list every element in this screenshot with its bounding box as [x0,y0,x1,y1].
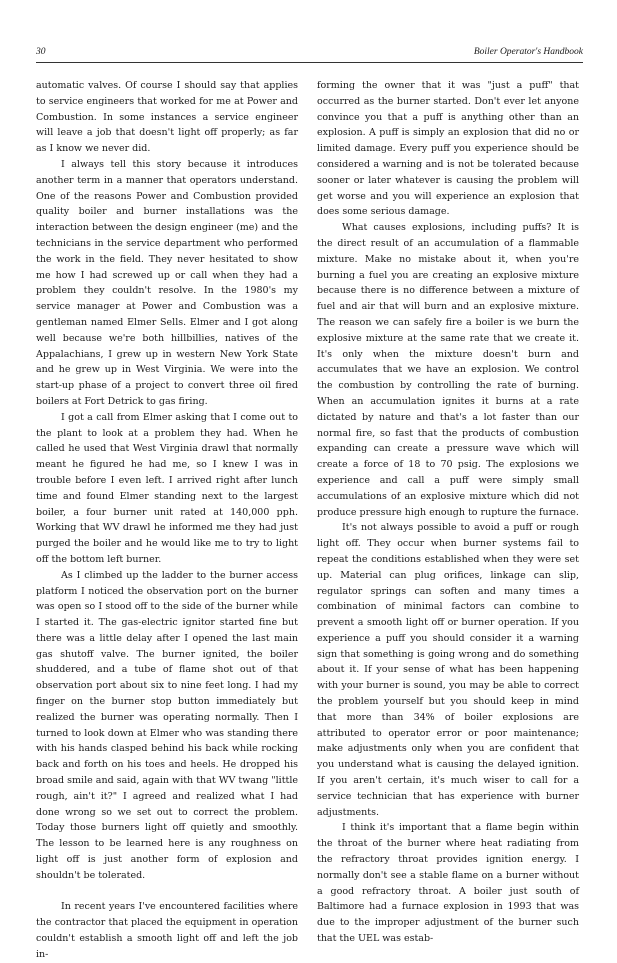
paragraph: What causes explosions, including puffs? It is the direct result of an accumulation of a flammable mixture. Make no mistake about it, when you're burning a fuel you are creating an explosive mixture because there is no difference between a mixture of fuel and air that will burn and an explosive mixture. The reason we can safely fire a boiler is we burn the explosive mixture at the same rate that we create it. It's only when the mixture doesn't burn and accumulates that we have an explosion. We control the combustion by controlling the rate of burning. When an accumulation ignites it burns at a rate dictated by nature and that's a lot faster than our normal fire, so fast that the products of combustion expanding can create a pressure wave which will create a force of 18 to 70 psig. The explosions we experience and call a puff were simply small accumulations of an explosive mixture which did not produce pressure high enough to rupture the furnace. [317,222,579,518]
running-title: Boiler Operator's Handbook [473,47,583,57]
paragraph: I got a call from Elmer asking that I come out to the plant to look at a problem they had. When he called he used that West Virginia drawl that normally meant he figured he had me, so I knew I was in trouble before I even left. I arrived right after lunch time and found Elmer standing next to the largest boiler, a four burner unit rated at 140,000 pph. Working that WV drawl he informed me they had just purged the boiler and he would like me to try to light off the bottom left burner. [36,411,298,565]
right-column [317,78,579,947]
page-header [36,47,583,61]
page-number: 30 [36,47,46,57]
left-column [36,78,298,963]
paragraph: As I climbed up the ladder to the burner access platform I noticed the observation port on the burner was open so I stood off to the side of the burner while I started it. The gas-electric ignitor started fine but there was a little delay after I opened the last main gas shutoff valve. The burner ignited, the boiler shuddered, and a tube of flame shot out of that observation port about six to nine feet long. I had my finger on the burner stop button immediately but realized the burner was operating normally. Then I turned to look down at Elmer who was standing there with his hands clasped behind his back while rocking back and forth on his toes and heels. He dropped his broad smile and said, again with that WV twang "little rough, ain't it?" I agreed and realized what I had done wrong so we set out to correct the problem. Today those burners light off quietly and smoothly. The lesson to be learned here is any roughness on light off is just another form of explosion and shouldn't be tolerated. [36,569,298,881]
paragraph: I always tell this story because it introduces another term in a manner that operators understand. One of the reasons Power and Combustion provided quality boiler and burner installations was the interaction between the design engineer (me) and the technicians in the service department who performed the work in the field. They never hesitated to show me how I had screwed up or call when they had a problem they couldn't resolve. In the 1980's my service manager at Power and Combustion was a gentleman named Elmer Sells. Elmer and I got along well because we're both hillbillies, natives of the Appalachians, I grew up in western New York State and he grew up in West Virginia. We were into the start-up phase of a project to convert three oil fired boilers at Fort Detrick to gas firing. [36,158,298,407]
paragraph: I think it's important that a flame begin within the throat of the burner where heat radiating from the refractory throat provides ignition energy. I normally don't see a stable flame on a burner without a good refractory throat. A boiler just south of Baltimore had a furnace explosion in 1993 that was due to the improper adjustment of the burner such that the UEL was estab- [317,822,579,945]
paragraph: automatic valves. Of course I should say that applies to service engineers that worked for me at Power and Combustion. In some instances a service engineer will leave a job that doesn't light off properly; as far as I know we never did. [36,80,298,155]
paragraph: forming the owner that it was "just a puff" that occurred as the burner started. Don't ever let anyone convince you that a puff is anything other than an explosion. A puff is simply an explosion that did no or limited damage. Every puff you experience should be considered a warning and is not be tolerated because sooner or later whatever is causing the problem will get worse and you will experience an explosion that does some serious damage. [317,80,579,218]
paragraph: In recent years I've encountered facilities where the contractor that placed the equipment in operation couldn't establish a smooth light off and left the job in- [36,901,298,960]
paragraph: It's not always possible to avoid a puff or rough light off. They occur when burner systems fail to repeat the conditions established when they were set up. Material can plug orifices, linkage can slip, regulator springs can soften and many times a combination of minimal factors can combine to prevent a smooth light off or burner operation. If you experience a puff you should consider it a warning sign that something is going wrong and do something about it. If your sense of what has been happening with your burner is sound, you may be able to correct the problem yourself but you should keep in mind that more than 34% of boiler explosions are attributed to operator error or poor maintenance; make adjustments only when you are confident that you understand what is causing the delayed ignition. If you aren't certain, it's much wiser to call for a service technician that has experience with burner adjustments. [317,522,579,818]
header-rule [36,62,583,63]
